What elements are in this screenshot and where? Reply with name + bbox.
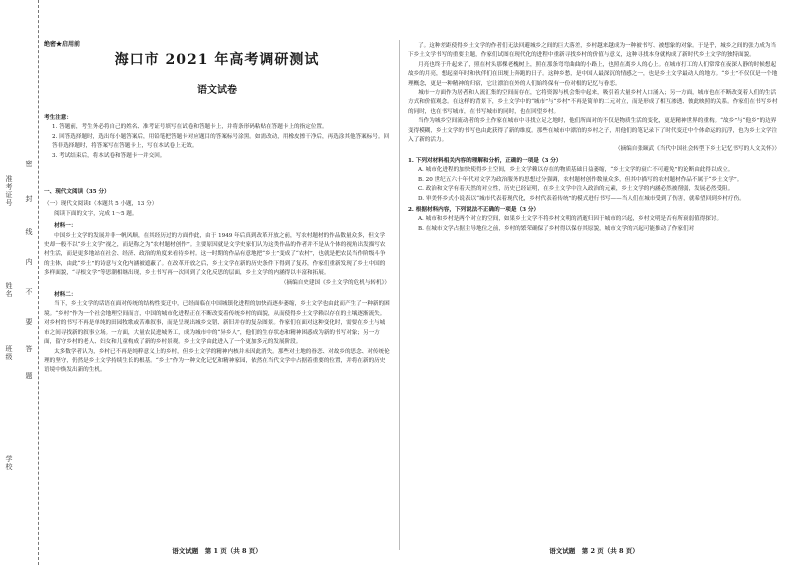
instruction: 阅读下面的文字，完成 1～5 题。 — [54, 210, 138, 217]
note-item: 1. 答题前，考生务必将自己的姓名、准考证号填写在试卷和答题卡上，并将条形码粘贴在答题卡上的指定位置。 — [52, 124, 328, 131]
material-2-heading: 材料二： — [54, 292, 77, 299]
notes-block — [44, 114, 390, 161]
name-label: 姓名 — [5, 282, 13, 298]
seal-char: 密 — [25, 160, 33, 168]
paragraph: 月亮也终于升起来了，照在村头那棵老槐树上，照在那条弯弯曲曲的小路上，也照在离乡人的心上。在城市打工的人们常常在夜深人静的时候想起故乡的月亮，想起童年时和伙伴们在田埂上奔跑的日子。这种乡愁，是中国人最深沉的情感之一，也是乡土文学最动人的地方。“乡土”不仅仅是一个地理概念，更是一种精神的归宿，它让漂泊在外的人们始终保有一份对根的记忆与眷恋。 — [408, 61, 778, 87]
paragraph: 当作为城乡空间流动者的乡土作家在城市中寻找立足之地时，他们所面对的不仅是物质生活的变化，更是精神世界的重构。“故乡”与“他乡”的边界变得模糊，乡土文学的书写也由此获得了新的维度。那些在城市中漂泊的乡村之子，用他们的笔记录下了时代变迁中个体命运的沉浮，也为乡土文学注入了新的活力。 — [408, 118, 778, 144]
school-label: 学校 — [5, 455, 13, 471]
question-1-option-b: B. 20 世纪五六十年代对文学为政治服务的思想过分强调，农村题材创作数量众多，但其中描写的农村题材作品不属于“乡土文学”。 — [418, 176, 743, 183]
notes-heading: 考生注意： — [44, 115, 72, 121]
exam-title: 海口市 2021 年高考调研测试 — [114, 52, 320, 68]
page-1 — [44, 0, 390, 565]
material-2-text-cont: 太多数学者认为，乡村已不再是纯粹意义上的乡村，但乡土文学的精神内核并未因此消失。那些对土地的眷恋、对故乡的思念、对传统伦理的坚守，仍然是乡土文学持续生长的根基。“乡土”作为一种文化记忆和精神家园，依然在当代文学中占据着重要的位置，并将在新的历史语境中焕发出新的生机。 — [44, 348, 390, 374]
seal-char: 题 — [25, 372, 33, 380]
material-2-source: （摘编自张颐武《当代中国社会转型下乡土记忆书写的人文关怀》） — [614, 146, 780, 153]
material-1-heading: 材料一： — [54, 223, 77, 230]
material-2-continued — [408, 42, 780, 234]
section-1 — [44, 188, 390, 376]
question-2: 2. 根据材料内容，下列说法不正确的一项是（3 分） — [408, 206, 540, 213]
note-item: 3. 考试结束后，将本试卷和答题卡一并交回。 — [52, 152, 166, 159]
seal-char: 不 — [25, 288, 33, 296]
note-item: 2. 回答选择题时，选出每小题答案后，用铅笔把答题卡对应题目的答案标号涂黑。如需改动，用橡皮擦干净后，再选涂其他答案标号。回答非选择题时，将答案写在答题卡上，写在本试卷上无效。 — [52, 133, 390, 150]
material-1-text: 中国乡土文学的发展并非一帆风顺，在其经历过的方面作此，由于 1949 年后真到改革开放之前，写农村题材的作品数量众多，但文学史却一般不以“乡土文学”视之，而是称之为“农村题材创作”。主要原因就是文学史家们认为这类作品的作者并不是从个体的视角出发描写农村生活，而是更多地站在社会、经济、政治的角度来看待乡村。这一时期的作品有意地把“乡土”变成了“农村”，也就是把农民当作阶级斗争的主体，由此“乡土”的诗意与文化内涵被遮蔽了。在改革开放之后，乡土文学在新的历史条件下得到了复苏，作家们重新发现了乡土中国的多样面貌，“寻根文学”等思潮相继出现，乡土书写再一次回到了文化反思的层面，乡土文学的内涵得以丰富和拓展。 — [44, 232, 386, 277]
question-1: 1. 下列对材料相关内容的理解和分析，正确的一项是（3 分） — [408, 157, 562, 164]
seal-char: 封 — [25, 195, 33, 203]
material-2-text: 当下，乡土文学的话语在面对传统的结构性变迁中，已经面临在中国城镇化进程的加快而逐步萎缩，乡土文学也由此而产生了一种新的困境。“乡村”作为一个社会地理空间而言，中国的城市化进程正在不断改变着传统乡村的面貌，从而使得乡土文学赖以存在的土壤逐渐流失。对乡村的书写不再是单纯的田园牧歌或苦难叙事，而是呈现出城乡交错、新旧并存的复杂图景。作家们在面对这种变化时，需要在乡土与城市之间寻找新的叙事立场。一方面，大量农民进城务工，成为城市中的“异乡人”，他们的生存状态和精神困惑成为新的书写对象；另一方面，留守乡村的老人、妇女和儿童构成了新的乡村景观。乡土文学由此进入了一个更加多元的发展阶段。 — [44, 301, 390, 346]
seal-char: 内 — [25, 258, 33, 266]
paragraph: 了。这种差距使得乡土文学的作者们无法回避城乡之间的巨大落差，乡村越来越成为一种被书写、被想象的对象。于是乎，城乡之间的张力成为当下乡土文学书写的重要主题，作家们试图在现代化的进程中重新寻找乡村的价值与意义，这种寻找本身就构成了新时代乡土文学的独特面貌。 — [408, 43, 777, 59]
question-1-option-d: D. 审美怀乡式小说表以“城市代表着现代化，乡村代表着传统”的模式进行书写——当人们在城市受到了伤害，就希望回到乡村疗伤。 — [418, 195, 745, 202]
question-1-option-c: C. 政治和文学有着天然的对立性，历史已经证明，在乡土文学中注入政治的元素，乡土文学的内涵必然被削弱，发展必然受阻。 — [418, 186, 734, 193]
subsection-heading: （一）现代文阅读Ⅰ（本题共 5 小题，13 分） — [44, 201, 158, 208]
page-1-footer: 语文试题 第 1 页（共 8 页） — [172, 547, 262, 555]
paragraph: 城市一方面作为居者和人流汇集的空间而存在，它将资源与机会集中起来，吸引着大量乡村人口涌入；另一方面，城市也在不断改变着人们的生活方式和价值观念。在这样的背景下，乡土文学中的“城市”与“乡村”不再是简单的二元对立，而是形成了相互渗透、彼此映照的关系。作家们在书写乡村的同时，也在书写城市，在书写城市的同时，也在回望乡村。 — [408, 90, 778, 115]
section-heading: 一、现代文阅读（35 分） — [44, 189, 110, 195]
page-divider — [399, 40, 400, 550]
material-1-source: （摘编自史建国《乡土文学的危机与转机》） — [280, 279, 390, 286]
page-2 — [408, 0, 780, 565]
question-2-option-a: A. 城市和乡村是两个对立的空间，如果乡土文学不将乡村文明的消逝归因于城市的兴起，乡村文明是否有所衰弱值得探讨。 — [418, 216, 723, 223]
exam-number-label: 准考证号 — [5, 175, 13, 207]
seal-char: 答 — [25, 345, 33, 353]
question-2-option-b: B. 在城市文学占据主导地位之前，乡村的繁荣确保了乡村得以保存其原貌，城市文学的兴起可能推动了作家们对 — [418, 225, 695, 232]
seal-char: 要 — [25, 318, 33, 326]
class-label: 班级 — [5, 345, 13, 361]
exam-subtitle: 语文试卷 — [197, 85, 237, 96]
page-2-footer: 语文试题 第 2 页（共 8 页） — [549, 547, 639, 555]
question-1-option-a: A. 城市化进程的加快使得乡土空间，乡土文学赖以存在的物质基础日益萎缩，“乡土文学的衰亡不可避免”的论断由此得以成立。 — [418, 167, 734, 174]
binding-strip — [0, 0, 39, 565]
seal-char: 线 — [25, 228, 33, 236]
confidential-mark: 绝密★启用前 — [44, 41, 81, 48]
